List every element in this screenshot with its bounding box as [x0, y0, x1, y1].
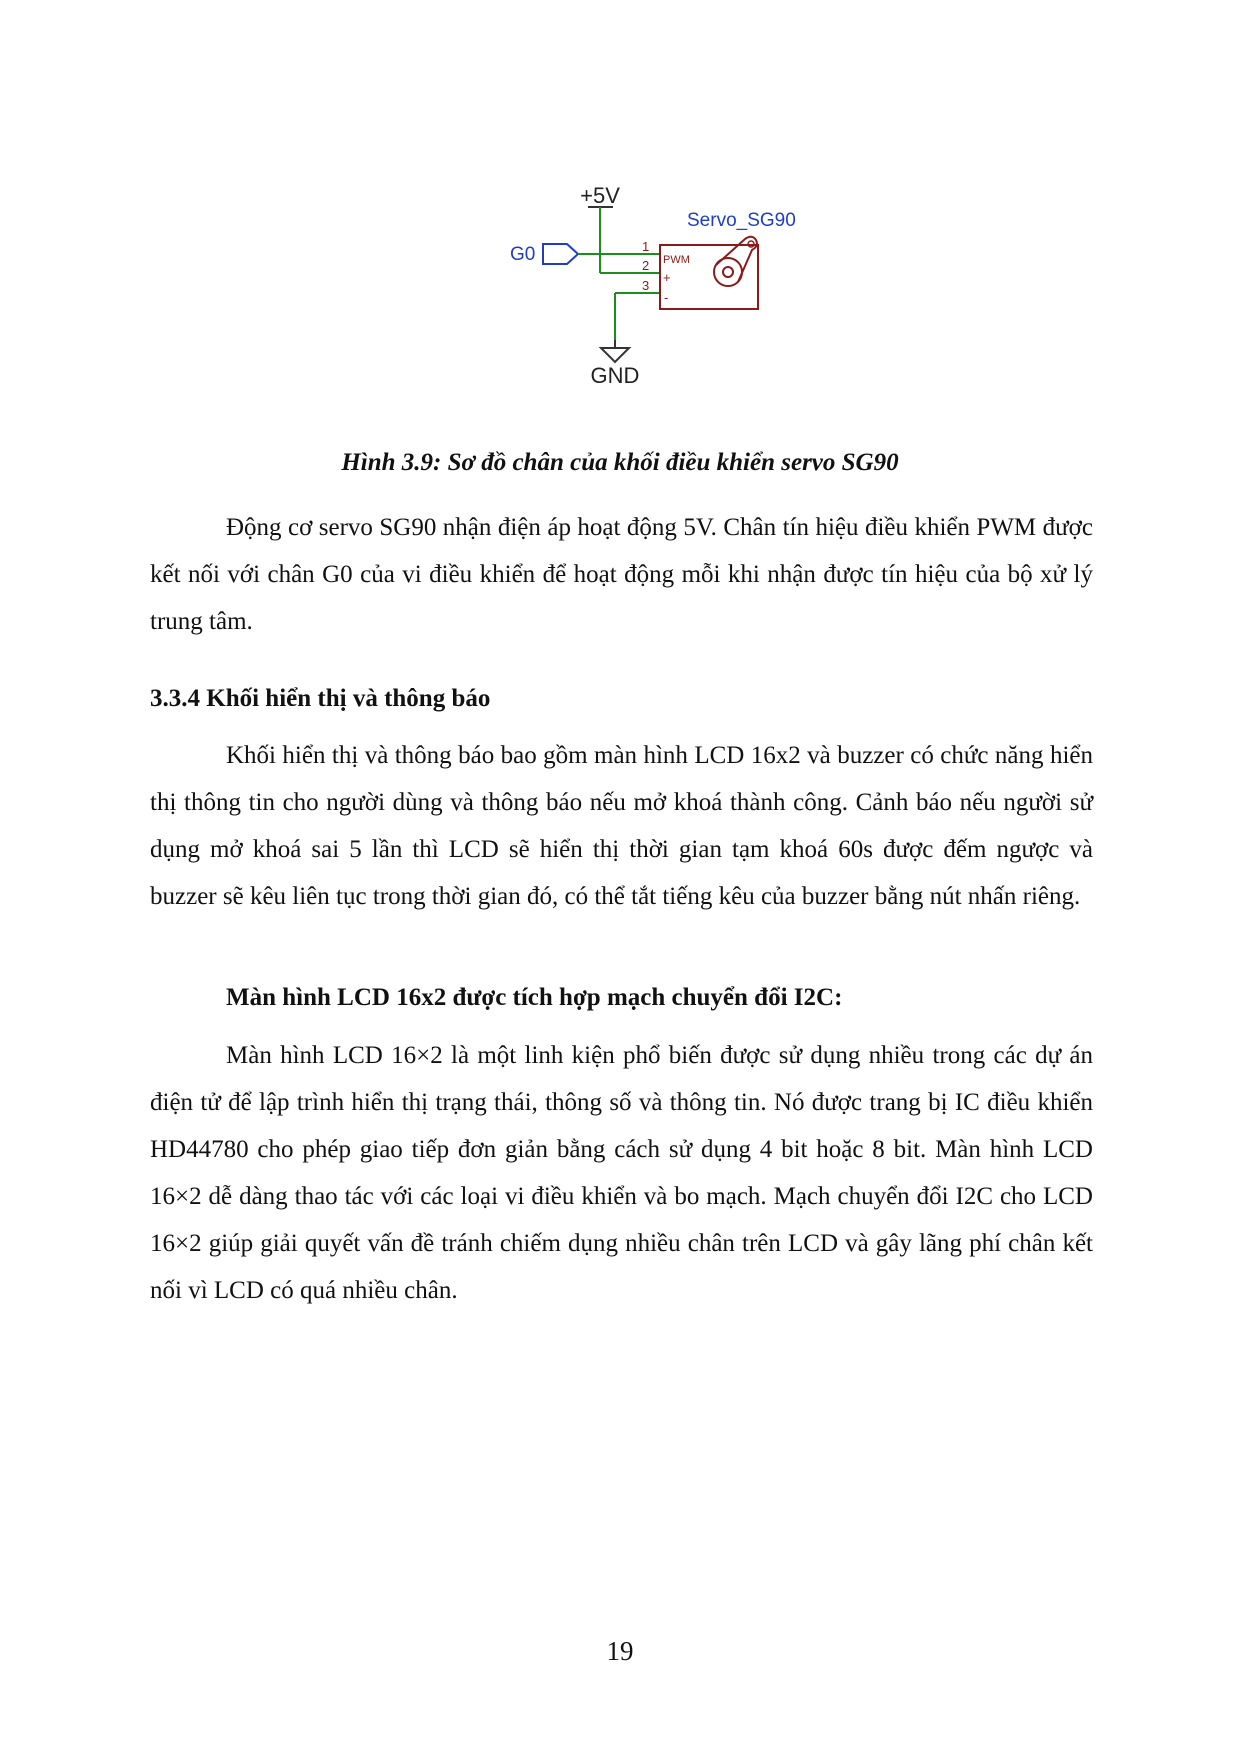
ground-symbol	[601, 348, 629, 362]
paragraph-display-block: Khối hiển thị và thông báo bao gồm màn hình LCD 16x2 và buzzer có chức năng hiển thị thông tin cho người dùng và thông báo nếu mở khoá thành công. Cảnh báo nếu người sử dụng mở khoá sai 5 lần thì LCD sẽ hiển thị thời gian tạm khoá 60s được đếm ngược và buzzer sẽ kêu liên tục trong thời gian đó, có thể tắt tiếng kêu của buzzer bằng nút nhấn riêng.	[150, 742, 1093, 910]
figure-caption: Hình 3.9: Sơ đồ chân của khối điều khiển servo SG90	[341, 449, 899, 476]
pin-function-label: PWM	[663, 254, 690, 266]
page-number: 19	[606, 1636, 634, 1666]
pin-plus-label: +	[663, 270, 671, 285]
pin-number-3: 3	[642, 278, 650, 293]
ground-label: GND	[590, 363, 640, 388]
pin-number-2: 2	[642, 258, 650, 273]
lcd-subheading: Màn hình LCD 16x2 được tích hợp mạch chuyển đổi I2C:	[226, 984, 843, 1011]
power-label: +5V	[580, 183, 620, 208]
section-heading: 3.3.4 Khối hiển thị và thông báo	[150, 685, 491, 712]
paragraph-lcd: Màn hình LCD 16×2 là một linh kiện phổ biến được sử dụng nhiều trong các dự án điện tử để lập trình hiển thị trạng thái, thông số và thông tin. Nó được trang bị IC điều khiển HD44780 cho phép giao tiếp đơn giản bằng cách sử dụng 4 bit hoặc 8 bit. Màn hình LCD 16×2 dễ dàng thao tác với các loại vi điều khiển và bo mạch. Mạch chuyển đổi I2C cho LCD 16×2 giúp giải quyết vấn đề tránh chiếm dụng nhiều chân trên LCD và gây lãng phí chân kết nối vì LCD có quá nhiều chân.	[150, 1042, 1093, 1304]
pin-minus-label: -	[664, 290, 669, 305]
pin-number-1: 1	[642, 239, 650, 254]
servo-schematic	[500, 180, 820, 390]
signal-label: G0	[510, 244, 536, 265]
paragraph-servo: Động cơ servo SG90 nhận điện áp hoạt động 5V. Chân tín hiệu điều khiển PWM được kết nối với chân G0 của vi điều khiển để hoạt động mỗi khi nhận được tín hiệu của bộ xử lý trung tâm.	[150, 514, 1093, 635]
signal-port-shape	[543, 244, 578, 264]
component-name: Servo_SG90	[687, 210, 796, 231]
